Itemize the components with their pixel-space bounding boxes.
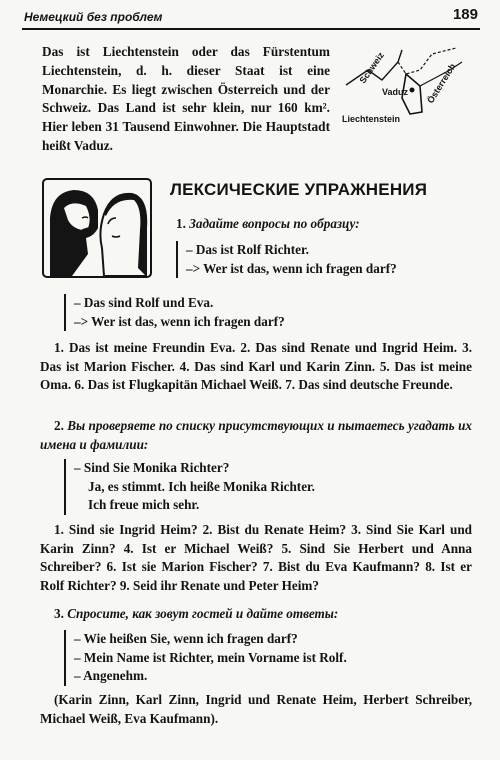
task2-items: 1. Sind sie Ingrid Heim? 2. Bist du Renate Heim? 3. Sind Sie Karl und Karin Zinn? 4. Ist er Michael Weiß? 5. Sind Sie Herbert und Anna Schreiber? 6. Ist sie Marion Fischer? 7. Bist du Eva Kaufmann? 8. Ist er Rolf Richter? 9. Seid ihr Renate und Peter Heim? [40,522,472,593]
task3-items: (Karin Zinn, Karl Zinn, Ingrid und Renate Heim, Herbert Schreiber, Michael Weiß, Eva Kaufmann). [40,692,472,726]
example-line: –> Wer ist das, wenn ich fragen darf? [74,313,285,329]
map-label-vaduz: Vaduz [382,87,409,97]
task1-number: 1. [176,216,186,231]
task3-example [64,630,347,686]
task2-example [64,459,315,515]
task1-example2 [64,294,285,331]
task1-instruction-text: Задайте вопросы по образцу: [189,216,360,231]
example-line: – Das sind Rolf und Eva. [74,295,214,310]
example-line: –> Wer ist das, wenn ich fragen darf? [186,260,397,276]
book-title: Немецкий без проблем [24,10,163,24]
map-label-liechtenstein: Liechtenstein [342,114,401,124]
two-faces-illustration [42,178,152,278]
map-label-oesterreich: Österreich [425,61,458,106]
example-line: – Mein Name ist Richter, mein Vorname ist Rolf. [74,649,347,665]
task1-items: 1. Das ist meine Freundin Eva. 2. Das sind Renate und Ingrid Heim. 3. Das ist Marion Fischer. 4. Das sind Karl und Karin Zinn. 5. Das ist meine Oma. 6. Das ist Flugkapitän Michael Weiß. 7. Das sind deutsche Freunde. [40,340,472,392]
example-line: – Das ist Rolf Richter. [186,242,309,257]
map-label-schweiz: Schweiz [357,50,387,86]
task1-instruction [176,215,360,234]
task2-number: 2. [54,418,64,433]
example-line: – Angenehm. [74,668,148,683]
task2-instruction-text: Вы проверяете по списку присутствующих и пытаетесь угадать их имена и фамилии: [40,418,472,452]
section-title: ЛЕКСИЧЕСКИЕ УПРАЖНЕНИЯ [170,180,428,199]
intro-paragraph: Das ist Liechtenstein oder das Fürstentum Liechtenstein, d. h. dieser Staat ist eine Monarchie. Es liegt zwischen Österreich und der Schweiz. Das Land ist sehr klein, nur 160 km². Hier leben 31 Tausend Einwohner. Die Hauptstadt heißt Vaduz. [42,44,330,153]
example-line: Ich freue mich sehr. [88,497,200,512]
liechtenstein-map [338,40,468,130]
running-header [22,6,480,30]
task2-instruction [40,417,472,454]
task3-instruction [54,605,338,624]
example-line: – Wie heißen Sie, wenn ich fragen darf? [74,631,298,646]
vaduz-dot [410,88,415,93]
example-line: Ja, es stimmt. Ich heiße Monika Richter. [88,478,315,494]
task1-example1 [176,241,397,278]
page-number: 189 [452,6,478,23]
task3-instruction-text: Спросите, как зовут гостей и дайте ответы: [67,606,339,621]
example-line: – Sind Sie Monika Richter? [74,460,230,475]
task3-number: 3. [54,606,64,621]
